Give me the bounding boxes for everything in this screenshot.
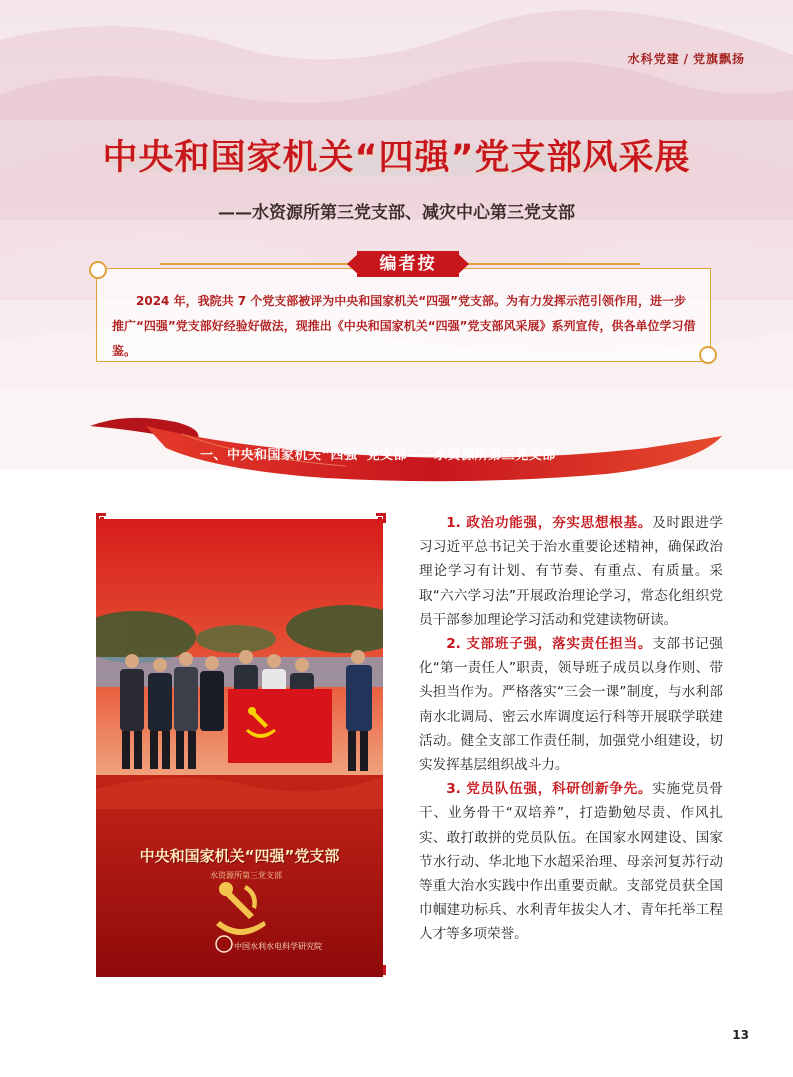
note-corner-ornament bbox=[699, 346, 717, 364]
paragraph-body: 实施党员骨干、业务骨干“双培养”，打造勤勉尽责、作风扎实、敢打敢拼的党员队伍。在国家水网建设、国家节水行动、华北地下水超采治理、母亲河复苏行动等重大治水实践中作出重要贡献。支部党员获全国巾帼建功标兵、水利青年拔尖人才、青年托举工程人才等多项荣誉。 bbox=[419, 781, 724, 943]
editor-note-label: 编者按 bbox=[357, 251, 459, 277]
paragraph-body: 支部书记强化“第一责任人”职责，领导班子成员以身作则、带头担当作为。严格落实“三会一课”制度，与水利部南水北调局、密云水库调度运行科等开展联学联建活动。健全支部工作责任制，加强党小组建设，切实发挥基层组织战斗力。 bbox=[419, 636, 724, 774]
background-mountains bbox=[0, 0, 793, 470]
section-one-heading: 一、中央和国家机关“四强”党支部——水资源所第三党支部 bbox=[200, 448, 556, 463]
column-name: 党旗飘扬 bbox=[692, 52, 745, 66]
paragraph-heading: 2. 支部班子强，落实责任担当。 bbox=[446, 636, 653, 653]
paragraph-heading: 1. 政治功能强，夯实思想根基。 bbox=[446, 515, 653, 531]
paragraph-body: 及时跟进学习习近平总书记关于治水重要论述精神，确保政治理论学习有计划、有节奏、有重点、有质量。采取“六六学习法”开展政治理论学习，常态化组织党员干部参加理论学习活动和党建读物研读。 bbox=[419, 515, 724, 628]
photo-illustration bbox=[96, 519, 383, 977]
photo-logo-text: 中国水利水电科学研究院 bbox=[234, 942, 322, 951]
editor-note-text: 2024 年，我院共 7 个党支部被评为中央和国家机关“四强”党支部。为有力发挥示范引领作用，进一步推广“四强”党支部好经验好做法，现推出《中央和国家机关“四强”党支部风采展》系列宣传，供各单位学习借鉴。 bbox=[112, 294, 696, 358]
article-paragraph bbox=[419, 511, 723, 632]
article-paragraph bbox=[419, 777, 723, 946]
page-number: 13 bbox=[732, 1028, 749, 1042]
party-branch-photo bbox=[96, 519, 383, 977]
page-subtitle: ——水资源所第三党支部、减灾中心第三党支部 bbox=[218, 203, 575, 223]
article-paragraph bbox=[419, 632, 723, 777]
paragraph-heading: 3. 党员队伍强，科研创新争先。 bbox=[446, 781, 653, 798]
photo-subtitle: 水资源所第三党支部 bbox=[210, 871, 282, 880]
note-corner-ornament bbox=[89, 261, 107, 279]
section-name: 水科党建 bbox=[627, 52, 680, 66]
section-separator: / bbox=[683, 52, 689, 66]
article-body bbox=[419, 511, 723, 947]
section-label bbox=[628, 50, 745, 67]
photo-title: 中央和国家机关“四强”党支部 bbox=[139, 847, 340, 865]
page-title: 中央和国家机关“四强”党支部风采展 bbox=[102, 138, 691, 178]
